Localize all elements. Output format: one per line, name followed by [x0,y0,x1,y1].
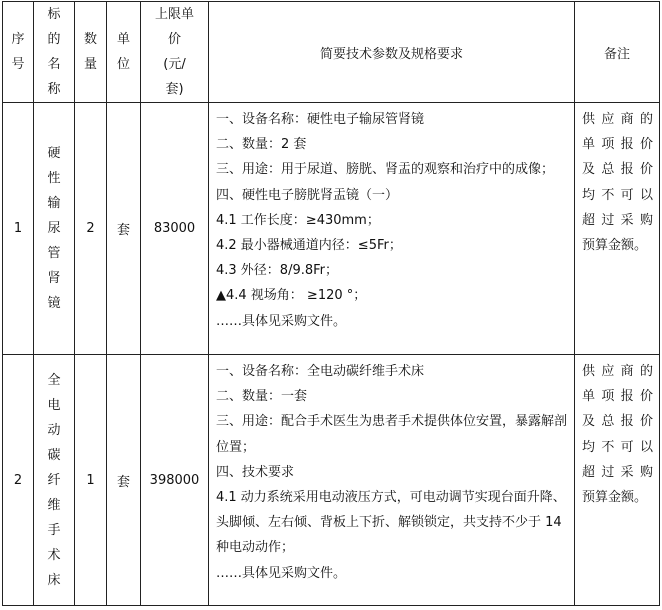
row-quantity: 1 [75,355,107,606]
spec-line: 三、用途：配合手术医生为患者手术提供体位安置，暴露解剖位置； [216,414,568,455]
header-row [3,2,660,103]
spec-line: 一、设备名称：硬性电子输尿管肾镜 [216,112,425,127]
row-remark: 供应商的 单项报价 及总报价 均不可以 超过采购 预算金额。 [575,103,660,355]
spec-line: 4.2 最小器械通道内径：≤5Fr； [216,238,402,254]
spec-line: 4.1 动力系统采用电动液压方式，可电动调节实现台面升降、头脚倾、左右倾、背板上下折、解锁锁定，共支持不少于 14 种电动动作； [216,490,566,556]
header-unit: 单 位 [107,2,141,103]
header-item-name: 标 的 名 称 [34,2,75,103]
row-spec [209,103,575,355]
header-quantity: 数 量 [75,2,107,103]
row-item-name: 全 电 动 碳 纤 维 手 术 床 [34,355,75,606]
header-spec: 简要技术参数及规格要求 [209,2,575,103]
spec-line: 一、设备名称：全电动碳纤维手术床 [216,364,425,379]
header-remark: 备注 [575,2,660,103]
row-unit: 套 [107,103,141,355]
row-unit: 套 [107,355,141,606]
procurement-table [2,1,660,606]
spec-line: 4.3 外径：8/9.8Fr； [216,263,339,279]
spec-line: ……具体见采购文件。 [216,313,347,329]
spec-line: ……具体见采购文件。 [216,565,347,581]
row-item-name: 硬 性 输 尿 管 肾 镜 [34,103,75,355]
spec-line: ▲4.4 视场角： ≥120 °； [216,288,367,304]
header-price-limit: 上限单 价 (元/ 套) [141,2,209,103]
spec-line: 四、硬性电子膀胱肾盂镜（一） [216,187,399,203]
spec-line: 四、技术要求 [216,464,295,480]
row-price: 83000 [141,103,209,355]
row-spec [209,355,575,606]
row-quantity: 2 [75,103,107,355]
spec-line: 4.1 工作长度：≥430mm； [216,212,380,228]
row-price: 398000 [141,355,209,606]
spec-line: 二、数量：一套 [216,389,308,405]
spec-line: 三、用途：用于尿道、膀胱、肾盂的观察和治疗中的成像； [216,162,555,178]
row-remark: 供应商的 单项报价 及总报价 均不可以 超过采购 预算金额。 [575,355,660,606]
table-row [3,355,660,606]
row-seq: 1 [3,103,34,355]
header-seq: 序 号 [3,2,34,103]
row-seq: 2 [3,355,34,606]
table-row [3,103,660,355]
spec-line: 二、数量：2 套 [216,137,307,153]
